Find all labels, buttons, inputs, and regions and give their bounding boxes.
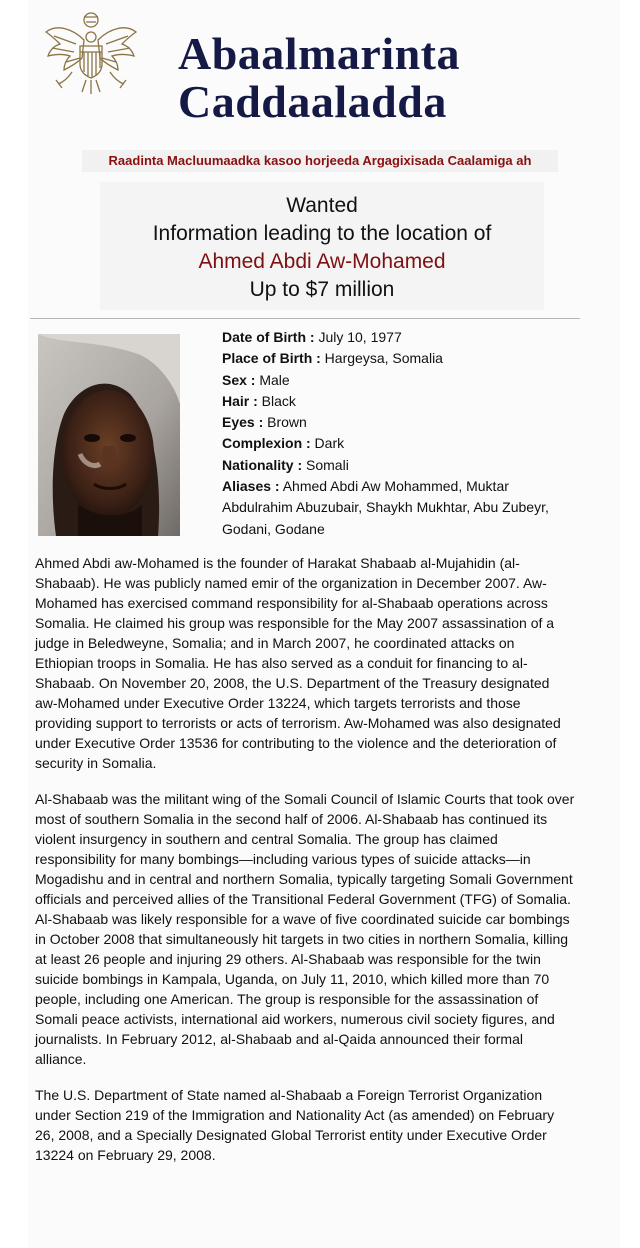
subtitle-banner: Raadinta Macluumaadka kasoo horjeeda Argagixisada Caalamiga ah [82,150,558,172]
detail-row-dob: Date of Birth : July 10, 1977 [222,329,402,345]
detail-row-nationality: Nationality : Somali [222,456,349,473]
paragraph-3: The U.S. Department of State named al-Shabaab a Foreign Terrorist Organization under Section 219 of the Immigration and Nationality Act (as amended) on February 26, 2008, and a Specially Designated Global Terrorist entity under Executive Order 13224 on February 29, 2008. [35,1087,555,1163]
page [28,0,620,1248]
divider [30,318,580,319]
header [28,0,620,150]
title-line-1: Abaalmarinta [178,28,460,79]
paragraph-2: Al-Shabaab was the militant wing of the Somali Council of Islamic Courts that took over most of southern Somalia in the second half of 2006. Al-Shabaab has continued its violent insurgency in southern and central Somalia. The group has claimed responsibility for many bombings—including various types of suicide attacks—in Mogadishu and in central and northern Somalia, typically targeting Somali Government officials and perceived allies of the Transitional Federal Government (TFG) of Somalia. Al-Shabaab was likely responsible for a wave of five coordinated suicide car bombings in October 2008 that simultaneously hit targets in two cities in northern Somalia, killing at least 26 people and injuring 29 others. Al-Shabaab was responsible for the twin suicide bombings in Kampala, Uganda, on July 11, 2010, which killed more than 70 people, including one American. The group is responsible for the assassination of Somali peace activists, international aid workers, numerous civil society figures, and journalists. In February 2012, al-Shabaab and al-Qaida announced their formal alliance. [35,791,575,1067]
paragraph-1: Ahmed Abdi aw-Mohamed is the founder of Harakat Shabaab al-Mujahidin (al-Shabaab). He was publicly named emir of the organization in December 2007. Aw-Mohamed has exercised command responsibility for al-Shabaab operations across Somalia. He claimed his group was responsible for the May 2007 assassination of a judge in Beledweyne, Somalia; and in March 2007, he coordinated attacks on Ethiopian troops in Somalia. He has also served as a conduit for financing to al-Shabaab. On November 20, 2008, the U.S. Department of the Treasury designated aw-Mohamed under Executive Order 13224, which targets terrorists and those providing support to terrorists or acts of terrorism. Aw-Mohamed was also designated under Executive Order 13536 for contributing to the violence and the deterioration of security in Somalia. [35,555,561,771]
reward-amount: Up to $7 million [249,278,395,301]
detail-row-complexion: Complexion : Dark [222,435,345,452]
detail-row-eyes: Eyes : Brown [222,414,307,431]
detail-row-hair: Hair : Black [222,392,296,409]
detail-row-pob: Place of Birth : Hargeysa, Somalia [222,350,443,367]
body-text [35,553,575,1181]
details-list [222,327,562,540]
wanted-heading: Wanted [286,194,358,217]
page-title [178,30,460,126]
wanted-box [100,182,544,310]
wanted-info-text: Information leading to the location of [152,222,492,245]
detail-row-aliases: Aliases : Ahmed Abdi Aw Mohammed, Muktar Abdulrahim Abuzubair, Shaykh Mukhtar, Abu Zubeyr, Godani, Godane [222,478,549,537]
detail-row-sex: Sex : Male [222,371,290,388]
eagle-seal-icon [42,10,140,100]
title-line-2: Caddaaladda [178,76,447,127]
suspect-photo [38,334,180,536]
wanted-name: Ahmed Abdi Aw-Mohamed [198,250,446,273]
